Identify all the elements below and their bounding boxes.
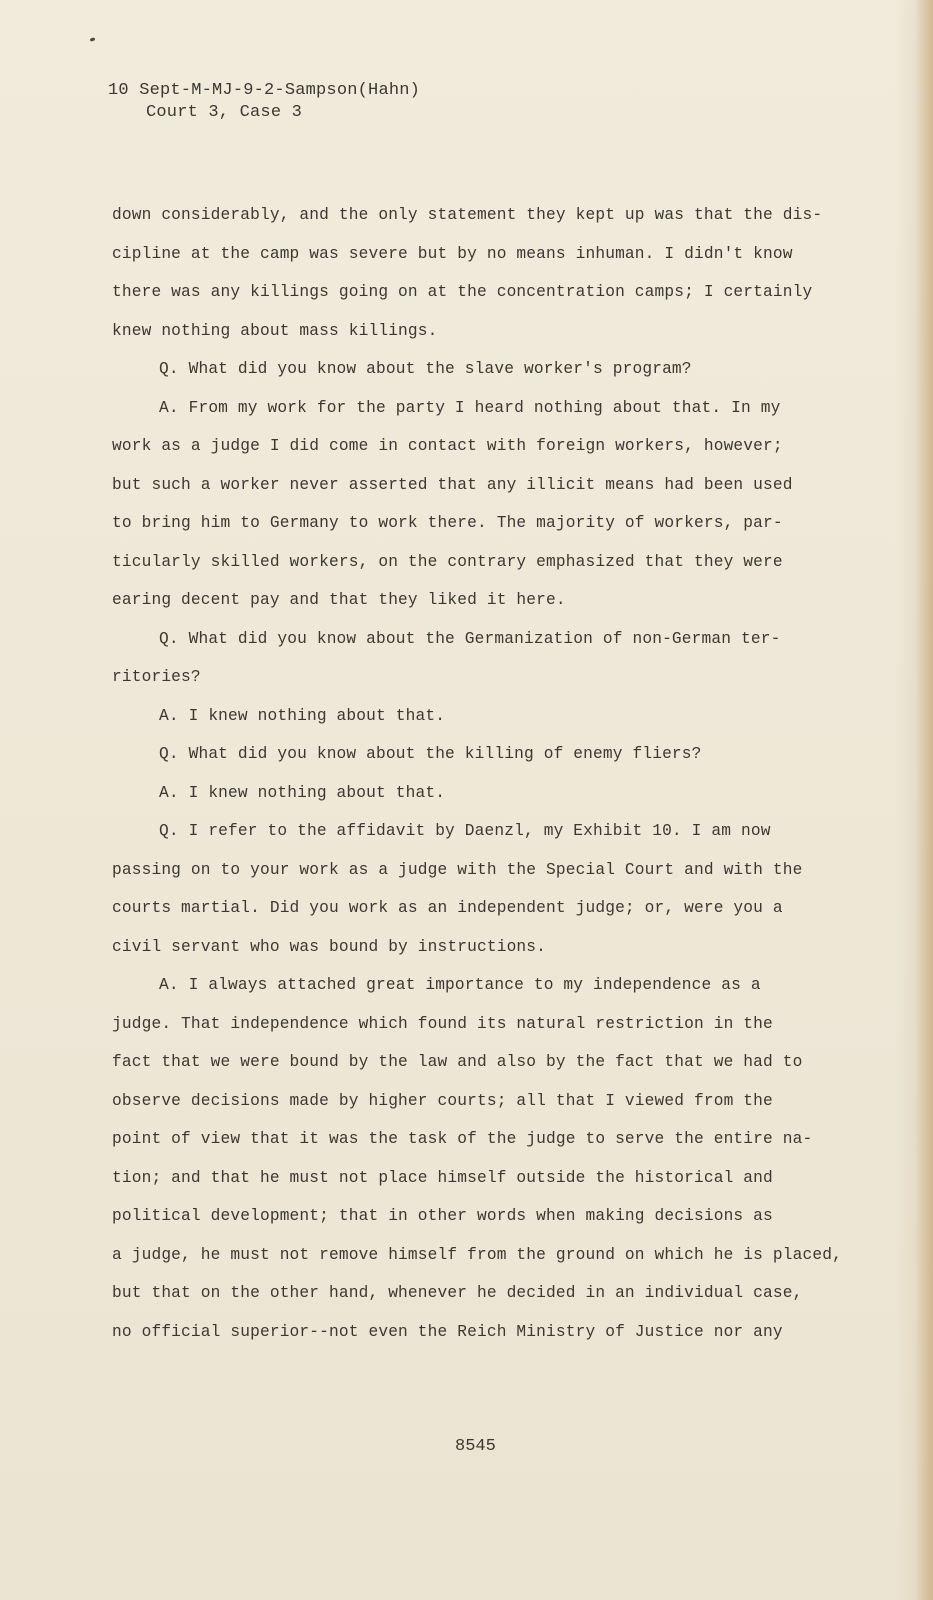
header-reference-line: 10 Sept-M-MJ-9-2-Sampson(Hahn) xyxy=(108,81,421,100)
page-edge-shadow xyxy=(915,0,933,1600)
transcript-line: political development; that in other words when making decisions as xyxy=(112,1207,773,1225)
answer-line: A. I knew nothing about that. xyxy=(159,706,446,725)
transcript-line: passing on to your work as a judge with the Special Court and with the xyxy=(112,860,803,879)
transcript-line: ticularly skilled workers, on the contrary emphasized that they were xyxy=(112,552,783,571)
transcript-line: no official superior--not even the Reich Ministry of Justice nor any xyxy=(112,1322,783,1341)
transcript-line: courts martial. Did you work as an independent judge; or, were you a xyxy=(112,899,783,917)
ink-speck xyxy=(90,37,96,42)
transcript-line: tion; and that he must not place himself outside the historical and xyxy=(112,1168,773,1187)
transcript-line: point of view that it was the task of the judge to serve the entire na- xyxy=(112,1130,813,1148)
question-line: Q. What did you know about the killing of enemy fliers? xyxy=(159,745,702,763)
transcript-line: knew nothing about mass killings. xyxy=(112,321,438,340)
transcript-line: earing decent pay and that they liked it here. xyxy=(112,591,566,609)
transcript-line: ritories? xyxy=(112,668,201,686)
answer-line: A. From my work for the party I heard nothing about that. In my xyxy=(159,398,781,417)
transcript-line: a judge, he must not remove himself from the ground on which he is placed, xyxy=(112,1245,842,1264)
question-line: Q. What did you know about the slave worker's program? xyxy=(159,360,692,378)
page-number: 8545 xyxy=(455,1437,496,1456)
transcript-line: to bring him to Germany to work there. The majority of workers, par- xyxy=(112,514,783,532)
transcript-line: cipline at the camp was severe but by no means inhuman. I didn't know xyxy=(112,244,793,263)
transcript-line: fact that we were bound by the law and also by the fact that we had to xyxy=(112,1053,803,1071)
question-line: Q. What did you know about the Germanization of non-German ter- xyxy=(159,629,781,648)
transcript-line: judge. That independence which found its natural restriction in the xyxy=(112,1014,773,1033)
answer-line: A. I knew nothing about that. xyxy=(159,783,446,802)
transcript-line: work as a judge I did come in contact with foreign workers, however; xyxy=(112,437,783,455)
transcript-line: observe decisions made by higher courts; all that I viewed from the xyxy=(112,1091,773,1110)
transcript-line: there was any killings going on at the concentration camps; I certainly xyxy=(112,283,813,301)
transcript-body xyxy=(112,196,852,1351)
header-court-line: Court 3, Case 3 xyxy=(146,103,303,122)
answer-line: A. I always attached great importance to my independence as a xyxy=(159,976,761,994)
transcript-line: down considerably, and the only statement they kept up was that the dis- xyxy=(112,206,823,224)
transcript-line: but such a worker never asserted that any illicit means had been used xyxy=(112,475,793,494)
question-line: Q. I refer to the affidavit by Daenzl, my Exhibit 10. I am now xyxy=(159,822,771,840)
document-header xyxy=(108,80,420,124)
transcript-line: but that on the other hand, whenever he decided in an individual case, xyxy=(112,1284,803,1302)
transcript-line: civil servant who was bound by instructions. xyxy=(112,937,547,956)
